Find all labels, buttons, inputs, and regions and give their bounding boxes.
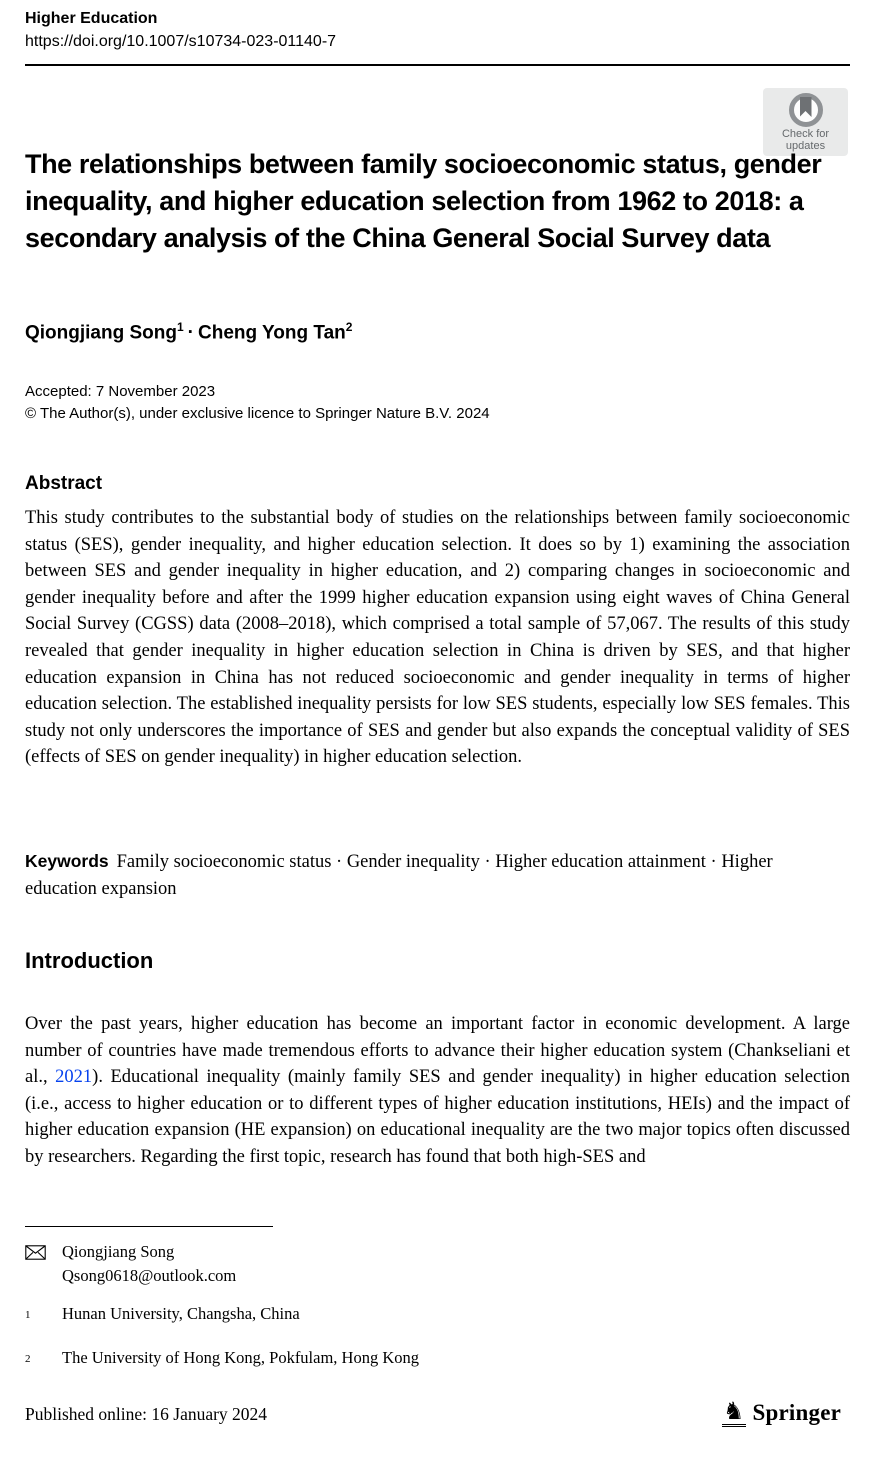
badge-text-line2: updates	[785, 140, 826, 152]
corresponding-author-name: Qiongjiang Song	[62, 1242, 175, 1261]
abstract-text: This study contributes to the substantial body of studies on the relationships between family socioeconomic status (SES), gender inequality, and higher education selection. It does so by 1) examining the association between SES and gender inequality in higher education, and 2) comparing changes in socioeconomic and gender inequality before and after the 1999 higher education expansion using eight waves of China General Social Survey (CGSS) data (2008–2018), which comprised a total sample of 57,067. The results of this study revealed that gender inequality in higher education selection in China is driven by SES, and that higher education expansion in China has not reduced socioeconomic and gender inequality in terms of higher education selection. The established inequality persists for low SES students, especially low SES females. This study not only underscores the importance of SES and gender but also expands the conceptual validity of SES (effects of SES on gender inequality) in higher education selection.	[25, 508, 850, 768]
author-2-affiliation-sup: 2	[345, 320, 353, 334]
accepted-date: Accepted: 7 November 2023	[25, 383, 216, 400]
introduction-heading: Introduction	[25, 948, 154, 973]
publisher-wordmark: Springer	[752, 1399, 842, 1425]
affiliation-1-text: Hunan University, Changsha, China	[62, 1304, 300, 1323]
affiliation-2	[25, 1347, 725, 1370]
keywords-text: Family socioeconomic status · Gender inequality · Higher education attainment · Higher education expansion	[25, 852, 773, 899]
intro-text-after-citation: ). Educational inequality (mainly family SES and gender inequality) in higher education selection (i.e., access to higher education or to different types of higher education institutions, HEIs) and the impact of higher education expansion (HE expansion) on educational inequality are the two major topics often discussed by researchers. Regarding the first topic, research has found that both high-SES and	[25, 1067, 850, 1167]
journal-name: Higher Education	[25, 10, 158, 27]
author-line	[25, 320, 825, 344]
keywords-label: Keywords	[25, 851, 109, 871]
corresponding-author-details	[62, 1240, 236, 1288]
published-online-date: Published online: 16 January 2024	[25, 1404, 268, 1424]
affiliation-2-sup: 2	[25, 1353, 31, 1365]
envelope-icon	[25, 1240, 62, 1288]
doi-link[interactable]: https://doi.org/10.1007/s10734-023-01140-7	[25, 33, 337, 50]
badge-text-line1: Check for	[781, 128, 830, 140]
copyright-notice: © The Author(s), under exclusive licence to Springer Nature B.V. 2024	[25, 405, 490, 422]
abstract-heading: Abstract	[25, 473, 103, 494]
keywords-block	[25, 848, 825, 902]
author-1-name: Qiongjiang Song	[25, 322, 177, 344]
footnote-divider	[25, 1226, 273, 1227]
author-1-affiliation-sup: 1	[176, 320, 184, 334]
introduction-paragraph	[25, 1011, 850, 1171]
corresponding-author-email[interactable]: Qsong0618@outlook.com	[62, 1266, 237, 1285]
publisher-logo	[722, 1398, 841, 1427]
author-2-name: Cheng Yong Tan	[198, 322, 346, 344]
bookmark-ribbon-icon	[800, 97, 812, 117]
crossmark-icon	[789, 93, 823, 127]
springer-knight-icon: ♞	[723, 1397, 745, 1425]
author-separator: ·	[187, 322, 194, 344]
citation-link-2021[interactable]: 2021	[55, 1067, 93, 1088]
affiliation-2-text: The University of Hong Kong, Pokfulam, Hong Kong	[62, 1348, 420, 1367]
corresponding-author-block	[25, 1240, 725, 1288]
affiliation-1	[25, 1303, 725, 1326]
intro-text-before-citation: Over the past years, higher education has become an important factor in economic development. A large number of countries have made tremendous efforts to advance their higher education system (Chankseliani et al.,	[25, 1014, 850, 1088]
page-title: The relationships between family socioeconomic status, gender inequality, and higher education selection from 1962 to 2018: a secondary analysis of the China General Social Survey data	[25, 149, 822, 253]
header-divider	[25, 64, 850, 66]
affiliation-1-sup: 1	[25, 1309, 31, 1321]
